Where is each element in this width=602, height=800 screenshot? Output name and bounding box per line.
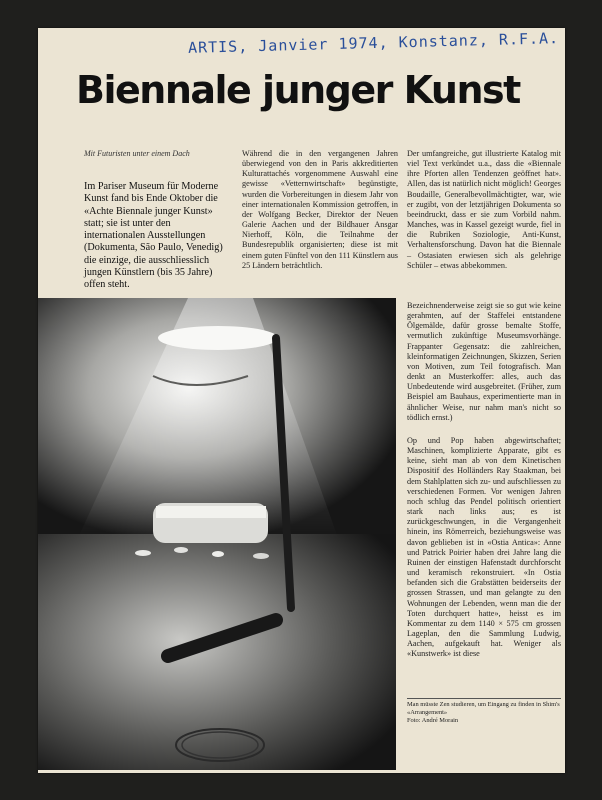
article-column-4: Op und Pop haben abgewirtschaftet; Maschinen, komplizierte Apparate, gibt es keine, sieht man ab von dem Kinetischen Dispositif des Holländers Ray Staakman, bei dem Stahlplatten sich zu- und aufschliessen zu verschiedenen Formen. Vor wenigen Jahren noch schlug das Pendel politisch orientiert stark nach links aus; es ist zurückgeschwungen, in die Vergangenheit hinein, ins Römerreich, beziehungsweise was davon geblieben ist in «Ostia Antica»: Anne und Patrick Poirier haben drei Jahre lang die Ruinen der einstigen Hafenstadt durchforscht und keramisch rekonstruiert. «In Ostia befanden sich die Grabstätten beiderseits der grossen Strassen, und man gelangte zu den Wohnungen der Lebenden, wenn man die der Toten durchquert hatte», heisst es im Kommentar zu dem 1140 × 575 cm grossen Lageplan, den die Sammlung Ludwig, Aachen, aufgekauft hat. Weniger als «Kunstwerk» ist diese [407,436,561,659]
headline: Biennale junger Kunst [76,68,520,112]
photo-illustration [38,298,396,770]
article-column-3: Bezeichnenderweise zeigt sie so gut wie keine gerahmten, auf der Staffelei entstandene Ölgemälde, dafür grosse bemalte Stoffe, vermutlich zukünftige Museumsvorhänge. Frappanter Gegensatz: die zahlreichen, kleinformatigen Zeichnungen, Skizzen, Serien von Motiven, zum Teil fotografisch. Man denkt an Musterkoffer: alles, auch das Unbedeutende wird ausgebreitet. (Früher, zum Beispiel am Bauhaus, experimentierte man in ähnlicher Weise, nur nahm man's nicht so tödlich ernst.) [407,301,561,422]
article-column-2: Der umfangreiche, gut illustrierte Katalog mit viel Text verkündet u.a., dass die «Biennale ihre Pforten allen Tendenzen geöffnet hat». Allen, das ist natürlich nicht möglich! Georges Boudaille, Generalbevollmächtigter, war, wie er zugibt, von der letztjährigen Dokumenta so beeindruckt, dass er sie zum Vorbild nahm. Manches, was in Kassel gezeigt wurde, fiel in die Rubriken Soziologie, Anti-Kunst, Verhaltensforschung. Davon hat die Biennale – Ostasiaten erwiesen sich als gelehrige Schüler – etwas abbekommen. [407,149,561,270]
photo-caption: Man müsste Zen studieren, um Eingang zu finden in Shim's «Arrangement» Foto: André Morain [407,701,560,724]
magazine-page [38,28,565,773]
lead-paragraph: Im Pariser Museum für Moderne Kunst fand bis Ende Oktober die «Achte Biennale junger Kunst» statt; sie ist unter den internationalen Ausstellungen (Dokumenta, São Paulo, Venedig) die einzige, die ausschliesslich jungen Künstlern (bis 35 Jahre) offen steht. [84,181,223,291]
article-column-1: Während die in den vergangenen Jahren überwiegend von den in Paris akkreditierten Kulturattachés vorgenommene Auswahl eine gewisse «Vetternwirtschaft» begünstigte, wurden die Vorbereitungen in diesem Jahr von einer internationalen Kommission getroffen, in der Wolfgang Becker, Direktor der Neuen Galerie Aachen und der Bildhauer Ansgar Nierhoff, Köln, die Teilnahme der Bundesrepublik organisierten; diese ist mit einem guten Fünftel von den 111 Künstlern aus 25 Ländern beträchtlich. [242,149,398,270]
caption-rule [407,698,561,699]
artwork-photo [38,298,396,770]
handwritten-annotation: ARTIS, Janvier 1974, Konstanz, R.F.A. [187,29,560,57]
kicker: Mit Futuristen unter einem Dach [84,149,190,158]
